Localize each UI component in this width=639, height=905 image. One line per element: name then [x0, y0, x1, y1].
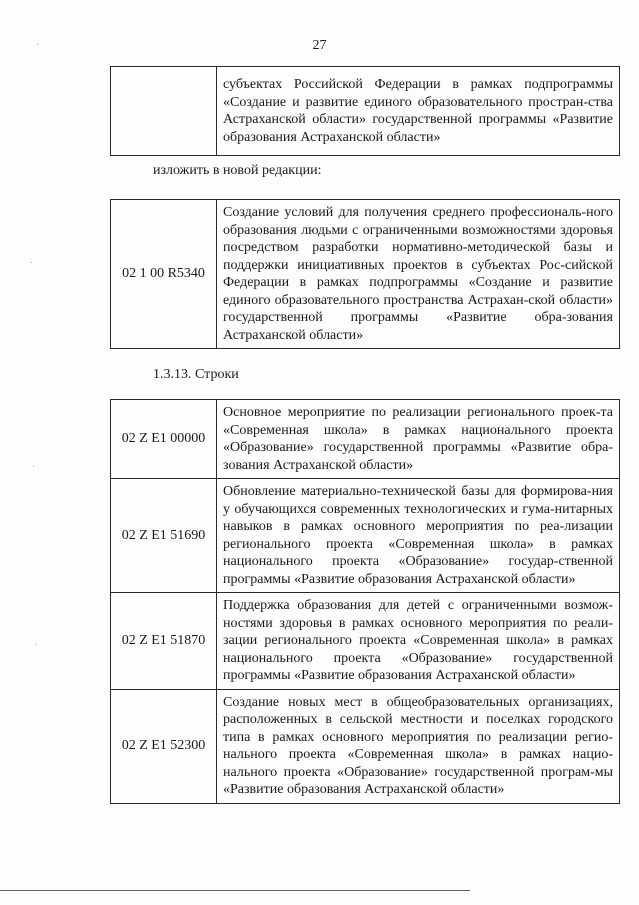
description-cell: субъектах Российской Федерации в рамках подпрограммы «Создание и развитие единого образовательного простран-ства Астраханской области» государственной программы «Развитие образования Астраханской области» — [217, 67, 620, 156]
description-cell: Основное мероприятие по реализации регионального проек-та «Современная школа» в рамках национального проекта «Образование» государственной программы «Развитие обра-зования Астраханской области» — [217, 400, 620, 479]
description-cell: Создание новых мест в общеобразовательных организациях, расположенных в сельской местности и поселках городского типа в рамках основного мероприятия по реализации регио-нального проекта «Современная школа» в рамках нацио-нального проекта «Образование» государственной програм-мы «Развитие образования Астраханской области» — [217, 689, 620, 803]
table-row — [111, 689, 620, 803]
description-cell: Обновление материально-технической базы для формирова-ния у обучающихся современных технологических и гума-нитарных навыков в рамках основного мероприятия по реа-лизации регионального проекта «Современная школа» в рамках национального проекта «Образование» государ-ственной программы «Развитие образования Астраханской области» — [217, 479, 620, 593]
table-rows — [110, 399, 620, 804]
description-cell: Поддержка образования для детей с ограниченными возмож-ностями здоровья в рамках основного мероприятия по реали-зации регионального проекта «Современная школа» в рамках национального проекта «Образование» государственной программы «Развитие образования Астраханской области» — [217, 593, 620, 690]
table-row — [111, 479, 620, 593]
table-top — [110, 66, 620, 156]
bottom-rule — [0, 890, 470, 891]
table-row — [111, 200, 620, 349]
scan-mark: · — [30, 258, 34, 269]
description-cell: Создание условий для получения среднего профессиональ-ного образования людьми с ограниченными возможностями здоровья посредством разработки нормативно-методической базы и поддержки инициативных проектов в субъектах Рос-сийской Федерации в рамках подпрограммы «Создание и развитие единого образовательного пространства Астрахан-ской области» государственной программы «Развитие обра-зования Астраханской области» — [217, 200, 620, 349]
instruction-text: изложить в новой редакции: — [153, 163, 322, 178]
code-cell: 02 Z E1 00000 — [111, 400, 217, 479]
code-cell: 02 Z E1 51870 — [111, 593, 217, 690]
code-cell: 02 1 00 R5340 — [111, 200, 217, 349]
scan-mark: · — [32, 462, 36, 473]
scan-mark: · — [34, 640, 38, 651]
code-cell: 02 Z E1 52300 — [111, 689, 217, 803]
page-number: 27 — [312, 38, 327, 53]
section-heading: 1.3.13. Строки — [153, 367, 239, 382]
scan-mark: · — [36, 40, 40, 51]
table-row — [111, 400, 620, 479]
code-cell: 02 Z E1 51690 — [111, 479, 217, 593]
table-row — [111, 67, 620, 156]
code-cell — [111, 67, 217, 156]
table-new-edition — [110, 199, 620, 349]
table-row — [111, 593, 620, 690]
